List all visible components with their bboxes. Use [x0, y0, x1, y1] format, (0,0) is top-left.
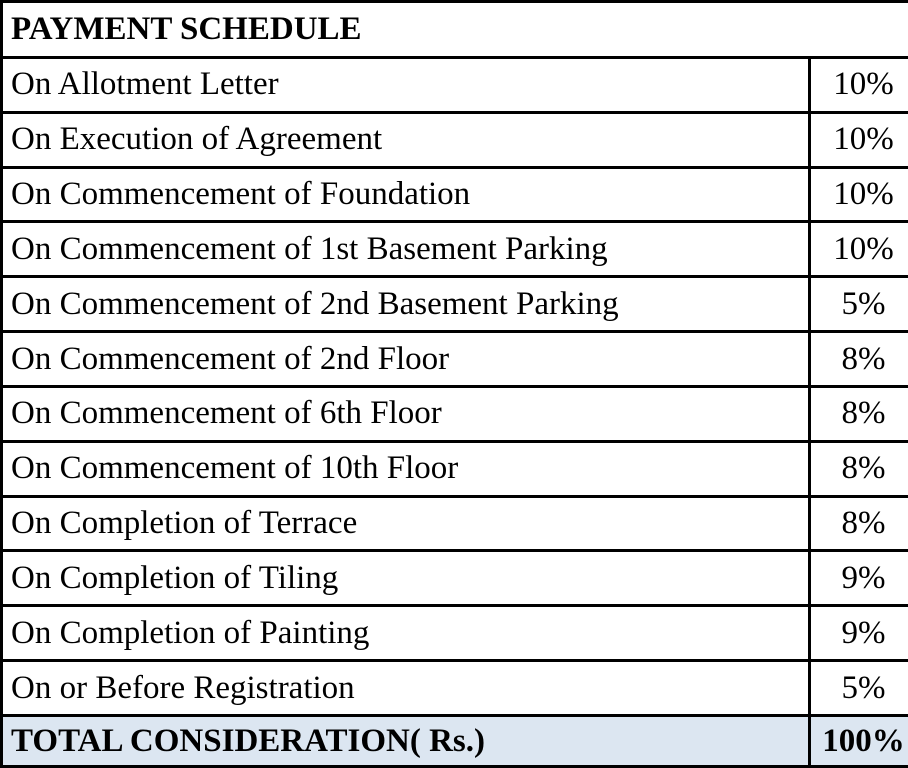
- percent-cell: 10%: [810, 58, 908, 113]
- stage-cell: On Commencement of 1st Basement Parking: [2, 222, 810, 277]
- table-row: [2, 277, 908, 332]
- table-row: [2, 441, 908, 496]
- table-row: [2, 661, 908, 716]
- stage-cell: On Allotment Letter: [2, 58, 810, 113]
- percent-cell: 8%: [810, 441, 908, 496]
- table-title: PAYMENT SCHEDULE: [2, 2, 908, 58]
- table-row: [2, 58, 908, 113]
- stage-cell: On Completion of Terrace: [2, 496, 810, 551]
- stage-cell: On Commencement of 6th Floor: [2, 386, 810, 441]
- schedule-rows: [2, 58, 908, 716]
- table-row: [2, 222, 908, 277]
- table-row: [2, 551, 908, 606]
- total-label: TOTAL CONSIDERATION( Rs.): [2, 716, 810, 767]
- percent-cell: 10%: [810, 222, 908, 277]
- stage-cell: On Commencement of 2nd Basement Parking: [2, 277, 810, 332]
- table-row: [2, 496, 908, 551]
- stage-cell: On Commencement of 2nd Floor: [2, 332, 810, 387]
- total-percent: 100%: [810, 716, 908, 767]
- percent-cell: 8%: [810, 386, 908, 441]
- percent-cell: 5%: [810, 661, 908, 716]
- stage-cell: On Completion of Tiling: [2, 551, 810, 606]
- table-row: [2, 332, 908, 387]
- table-row: [2, 112, 908, 167]
- total-row: [2, 716, 908, 767]
- table-row: [2, 167, 908, 222]
- percent-cell: 9%: [810, 606, 908, 661]
- stage-cell: On Completion of Painting: [2, 606, 810, 661]
- title-row: [2, 2, 908, 58]
- stage-cell: On or Before Registration: [2, 661, 810, 716]
- stage-cell: On Commencement of Foundation: [2, 167, 810, 222]
- percent-cell: 9%: [810, 551, 908, 606]
- percent-cell: 8%: [810, 332, 908, 387]
- percent-cell: 10%: [810, 112, 908, 167]
- stage-cell: On Execution of Agreement: [2, 112, 810, 167]
- table-row: [2, 386, 908, 441]
- table-row: [2, 606, 908, 661]
- percent-cell: 5%: [810, 277, 908, 332]
- percent-cell: 10%: [810, 167, 908, 222]
- stage-cell: On Commencement of 10th Floor: [2, 441, 810, 496]
- percent-cell: 8%: [810, 496, 908, 551]
